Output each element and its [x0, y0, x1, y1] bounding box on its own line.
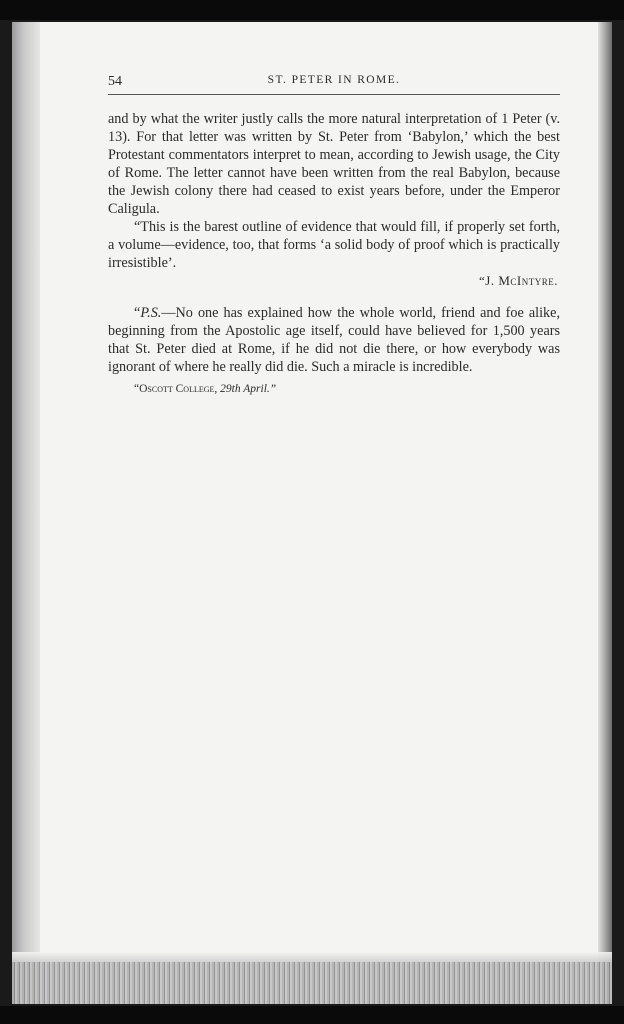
postscript-text: —No one has explained how the whole world, friend and foe alike, beginning from the Apostolic age itself, could have believed for 1,500 years that St. Peter died at Rome, if he did not die there, or how everybody was ignorant of where he really did die. Such a miracle is incredible. [108, 305, 560, 375]
dateline-place: “Oscott College, [134, 383, 221, 395]
page-gutter-edge [12, 22, 40, 1004]
page-number: 54 [108, 74, 122, 89]
body-text [108, 110, 560, 398]
running-header [108, 72, 560, 95]
quote-attribution: “J. McIntyre. [479, 273, 558, 288]
paragraph-1: and by what the writer justly calls the more natural interpretation of 1 Peter (v. 13). For that letter was written by St. Peter from ‘Babylon,’ which the best Protestant commentators interpret to mean, according to Jewish usage, the City of Rome. The letter cannot have been written from the real Babylon, because the Jewish colony there had ceased to exist years before, under the Emperor Caligula. [108, 111, 560, 217]
running-title: ST. PETER IN ROME. [267, 74, 401, 86]
postscript-paragraph [108, 304, 560, 376]
dateline [108, 380, 560, 398]
page-fore-edge [598, 22, 612, 1004]
paragraph-2: “This is the barest outline of evidence that would fill, if properly set forth, a volume—evidence, too, that forms ‘a solid body of proof which is practically irresistible’. [108, 219, 560, 271]
postscript-label: P.S. [140, 305, 162, 321]
postscript-open-quote: “ [134, 305, 141, 321]
dateline-date: 29th April.” [220, 383, 277, 395]
page-bottom-edge [12, 952, 612, 1004]
